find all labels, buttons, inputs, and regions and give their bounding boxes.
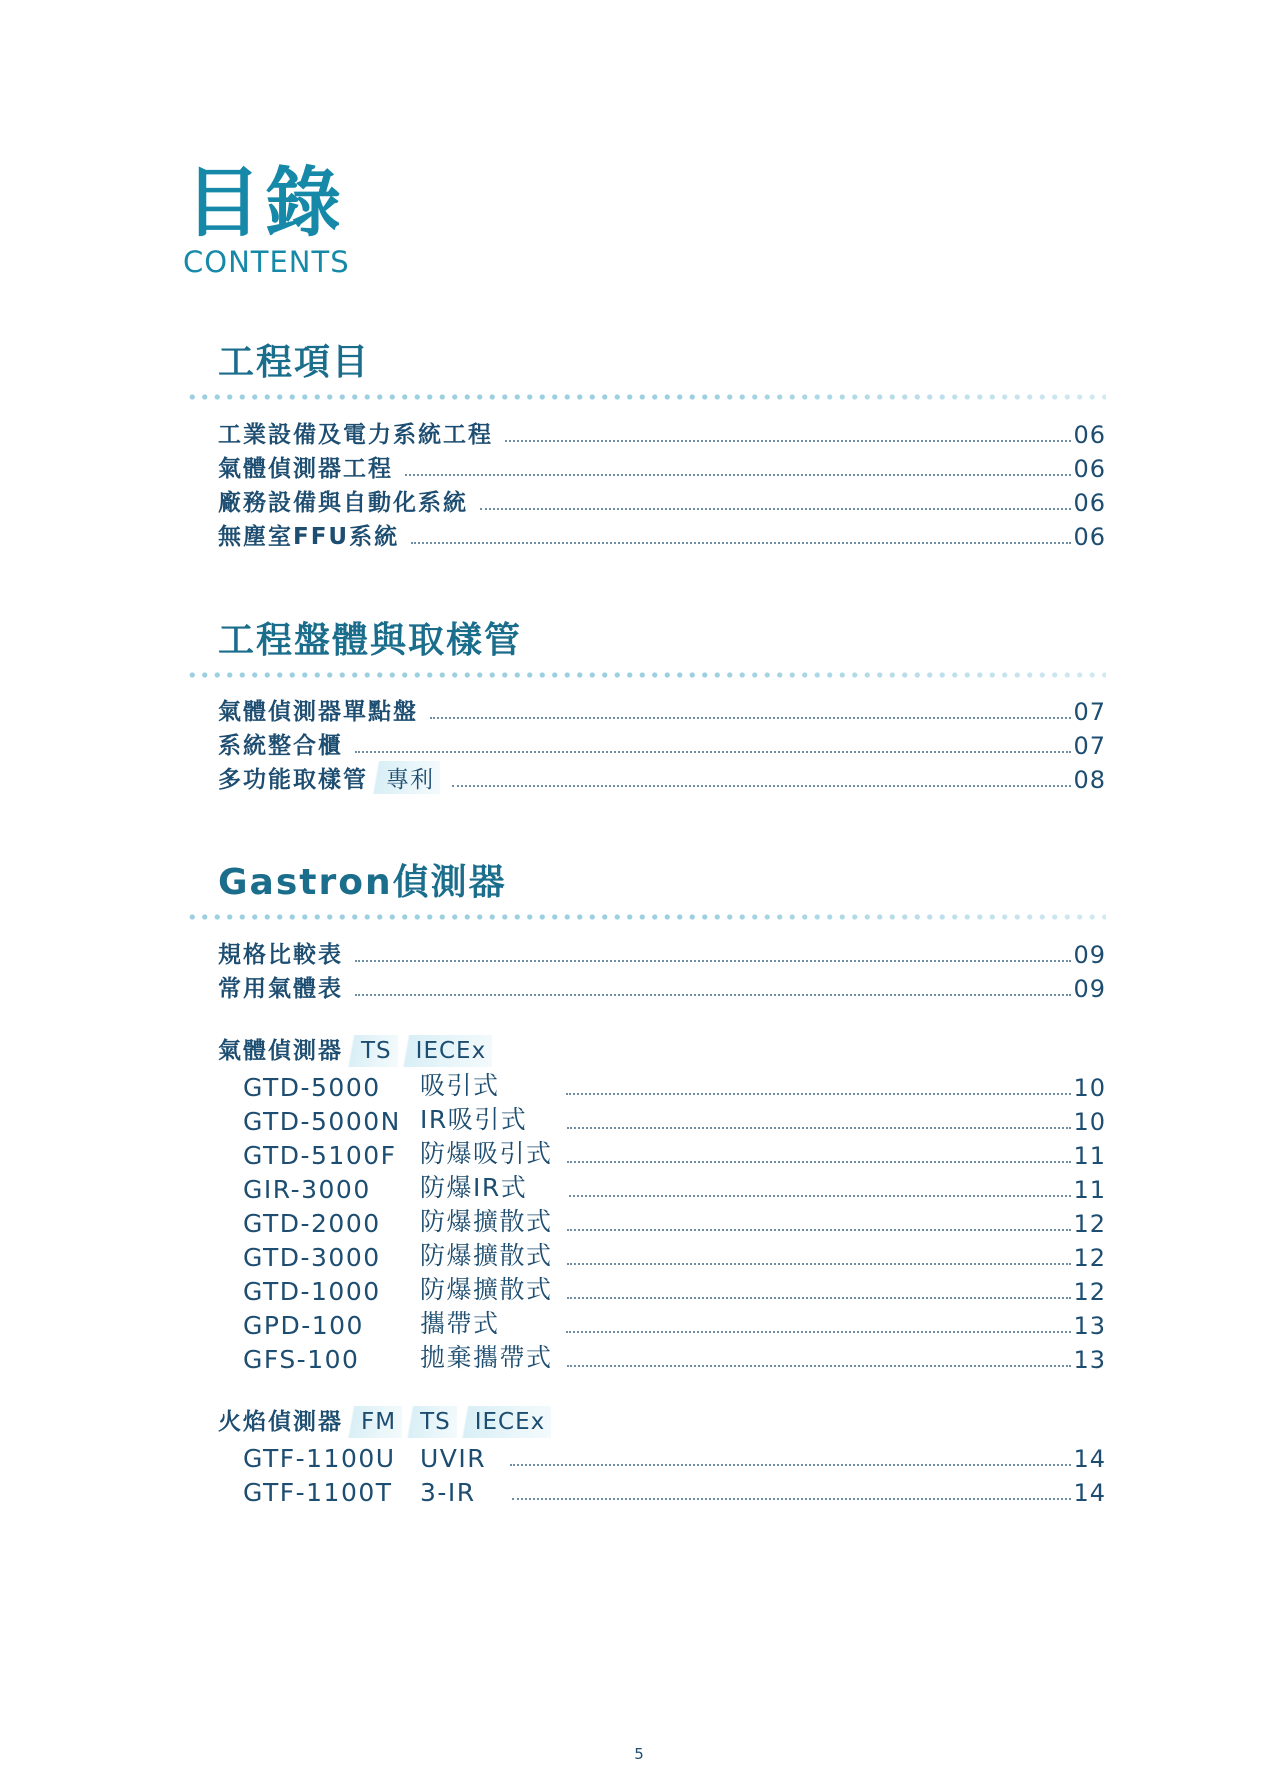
dot-leader <box>567 1127 1071 1129</box>
product-type: 防爆吸引式 <box>420 1139 553 1168</box>
gas-detector-heading <box>218 1035 492 1067</box>
toc-entry[interactable] <box>218 971 1106 1003</box>
product-type: 3-IR <box>420 1478 476 1507</box>
cert-tag-iecex: IECEx <box>461 1406 552 1438</box>
dot-leader <box>480 508 1071 510</box>
product-page: 11 <box>1073 1142 1106 1170</box>
dot-leader <box>411 542 1071 544</box>
dot-leader <box>452 785 1071 787</box>
product-model: GTF-1100U <box>243 1444 396 1473</box>
section-title: 工程盤體與取樣管 <box>218 620 523 661</box>
product-model: GTD-2000 <box>243 1209 381 1238</box>
toc-entry-label: 規格比較表 <box>218 942 343 968</box>
toc-entry-page: 08 <box>1073 766 1106 794</box>
toc-entry[interactable] <box>218 451 1106 483</box>
product-entry[interactable] <box>243 1138 1106 1170</box>
toc-entry[interactable] <box>218 519 1106 551</box>
toc-entry-page: 09 <box>1073 975 1106 1003</box>
dot-leader <box>505 440 1071 442</box>
toc-entry[interactable] <box>218 485 1106 517</box>
product-type: 防爆擴散式 <box>420 1207 553 1236</box>
toc-entry-label: 工業設備及電力系統工程 <box>218 422 493 448</box>
dot-leader <box>355 751 1071 753</box>
patent-tag: 專利 <box>372 761 440 794</box>
product-entry[interactable] <box>243 1172 1106 1204</box>
toc-entry-page: 07 <box>1073 732 1106 760</box>
dot-leader <box>355 994 1071 996</box>
toc-entry-page: 09 <box>1073 941 1106 969</box>
dot-leader <box>566 1331 1072 1333</box>
product-page: 13 <box>1073 1312 1106 1340</box>
product-type: 拋棄攜帶式 <box>420 1343 553 1372</box>
toc-entry-label: 廠務設備與自動化系統 <box>218 490 468 516</box>
dot-leader <box>567 1229 1072 1231</box>
product-entry[interactable] <box>243 1274 1106 1306</box>
product-entry[interactable] <box>243 1240 1106 1272</box>
toc-entry[interactable] <box>218 728 1106 760</box>
product-entry[interactable] <box>243 1070 1106 1102</box>
cert-tag-iecex: IECEx <box>402 1035 493 1067</box>
product-type: 防爆擴散式 <box>420 1275 553 1304</box>
product-page: 14 <box>1073 1479 1106 1507</box>
toc-entry[interactable] <box>218 694 1106 726</box>
toc-entry-page: 06 <box>1073 421 1106 449</box>
toc-entry-label: 氣體偵測器單點盤 <box>218 699 418 725</box>
product-type: UVIR <box>420 1444 487 1473</box>
dot-leader <box>566 1093 1072 1095</box>
toc-entry-label: 氣體偵測器工程 <box>218 456 393 482</box>
page-number: 5 <box>634 1745 644 1763</box>
dot-leader <box>510 1464 1071 1466</box>
product-model: GPD-100 <box>243 1311 364 1340</box>
product-model: GIR-3000 <box>243 1175 371 1204</box>
page-subtitle: CONTENTS <box>183 245 350 279</box>
page-title: 目錄 <box>185 158 345 247</box>
toc-entry-label: 常用氣體表 <box>218 976 343 1002</box>
dot-leader <box>355 960 1071 962</box>
product-type: 攜帶式 <box>420 1309 500 1338</box>
product-model: GTD-5000 <box>243 1073 381 1102</box>
product-type: 防爆IR式 <box>420 1173 528 1202</box>
dot-leader <box>567 1263 1072 1265</box>
product-entry[interactable] <box>243 1342 1106 1374</box>
product-page: 12 <box>1073 1244 1106 1272</box>
toc-entry-label: 系統整合櫃 <box>218 733 343 759</box>
toc-entry-label: 無塵室FFU系統 <box>218 524 400 550</box>
dotted-divider <box>186 671 1106 679</box>
product-page: 12 <box>1073 1210 1106 1238</box>
section-title: 工程項目 <box>218 342 371 383</box>
product-model: GTF-1100T <box>243 1478 393 1507</box>
flame-detector-heading <box>218 1406 551 1438</box>
product-model: GFS-100 <box>243 1345 360 1374</box>
product-entry[interactable] <box>243 1206 1106 1238</box>
dot-leader <box>569 1195 1071 1197</box>
dot-leader <box>512 1498 1072 1500</box>
product-page: 13 <box>1073 1346 1106 1374</box>
toc-entry[interactable] <box>218 937 1106 969</box>
product-type: 防爆擴散式 <box>420 1241 553 1270</box>
group-heading-label: 氣體偵測器 <box>218 1038 343 1064</box>
product-page: 14 <box>1073 1445 1106 1473</box>
product-entry[interactable] <box>243 1104 1106 1136</box>
product-type: 吸引式 <box>420 1071 500 1100</box>
toc-entry-page: 07 <box>1073 698 1106 726</box>
group-heading-label: 火焰偵測器 <box>218 1409 343 1435</box>
dotted-divider <box>186 913 1106 921</box>
product-model: GTD-1000 <box>243 1277 381 1306</box>
dotted-divider <box>186 393 1106 401</box>
toc-entry-label: 多功能取樣管 <box>218 767 368 793</box>
dot-leader <box>567 1161 1072 1163</box>
toc-entry[interactable] <box>218 417 1106 449</box>
product-type: IR吸引式 <box>420 1105 528 1134</box>
section-title: Gastron偵測器 <box>218 862 507 903</box>
product-entry[interactable] <box>243 1441 1106 1473</box>
product-model: GTD-5000N <box>243 1107 401 1136</box>
cert-tag-fm: FM <box>347 1406 402 1438</box>
cert-tag-ts: TS <box>347 1035 398 1067</box>
product-page: 12 <box>1073 1278 1106 1306</box>
product-page: 10 <box>1073 1074 1106 1102</box>
product-page: 11 <box>1073 1176 1106 1204</box>
product-entry[interactable] <box>243 1475 1106 1507</box>
toc-entry[interactable] <box>218 762 1106 794</box>
dot-leader <box>430 717 1071 719</box>
product-model: GTD-5100F <box>243 1141 397 1170</box>
dot-leader <box>567 1365 1072 1367</box>
product-model: GTD-3000 <box>243 1243 381 1272</box>
dot-leader <box>405 474 1071 476</box>
toc-entry-page: 06 <box>1073 523 1106 551</box>
cert-tag-ts: TS <box>406 1406 457 1438</box>
toc-entry-page: 06 <box>1073 455 1106 483</box>
product-entry[interactable] <box>243 1308 1106 1340</box>
dot-leader <box>567 1297 1072 1299</box>
toc-entry-page: 06 <box>1073 489 1106 517</box>
product-page: 10 <box>1073 1108 1106 1136</box>
